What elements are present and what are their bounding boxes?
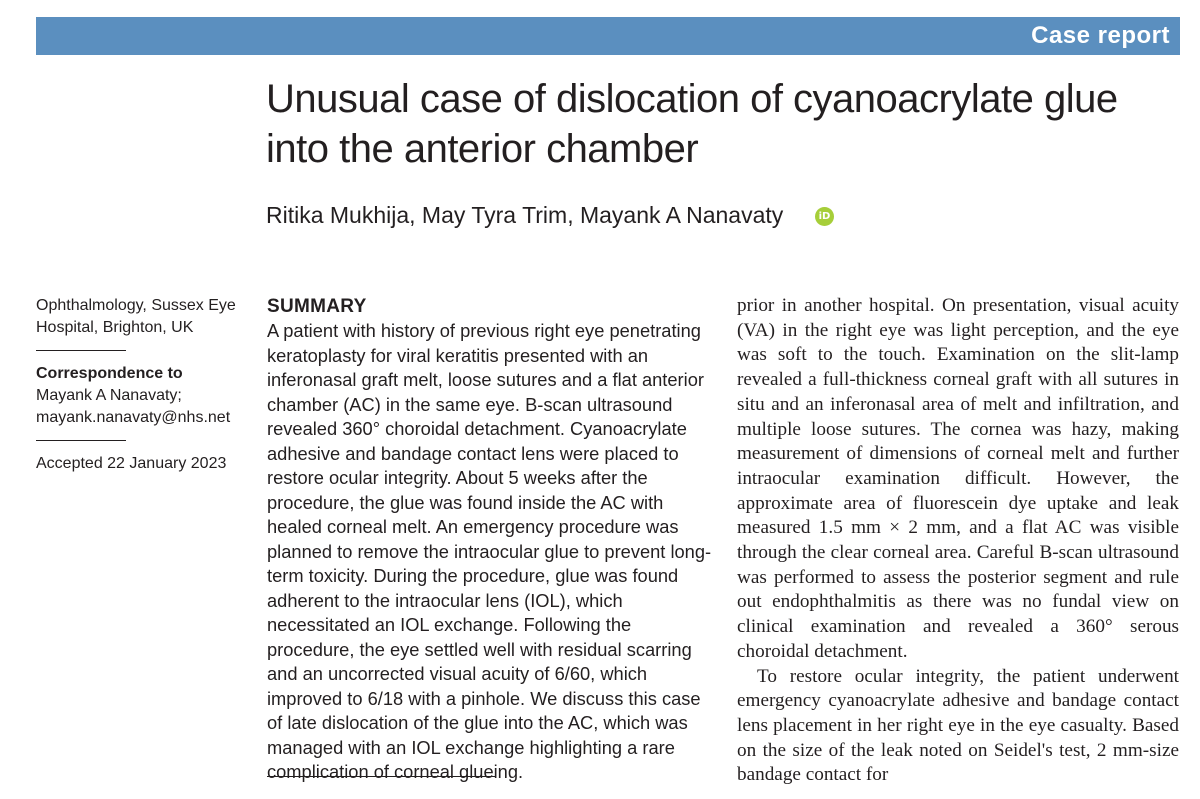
orcid-icon[interactable]: iD (815, 207, 834, 226)
body-column (737, 294, 1179, 788)
sidebar-divider (36, 350, 126, 351)
summary-body: A patient with history of previous right eye penetrating keratoplasty for viral keratitis presented with an inferonasal graft melt, loose sutures and a flat anterior chamber (AC) in the same eye. B-scan ultrasound revealed 360° choroidal detachment. Cyanoacrylate adhesive and bandage contact lens were placed to restore ocular integrity. About 5 weeks after the procedure, the glue was found inside the AC with healed corneal melt. An emergency procedure was planned to remove the intraocular glue to prevent long-term toxicity. During the procedure, glue was found adherent to the intraocular lens (IOL), which necessitated an IOL exchange. Following the procedure, the eye settled well with residual scarring and an uncorrected visual acuity of 6/60, which improved to 6/18 with a pinhole. We discuss this case of late dislocation of the glue into the AC, which was managed with an IOL exchange highlighting a rare complication of corneal glueing. (267, 320, 712, 782)
accepted-date: Accepted 22 January 2023 (36, 455, 227, 472)
author-list: Ritika Mukhija, May Tyra Trim, Mayank A Nanavaty (266, 202, 784, 228)
correspondence-heading: Correspondence to (36, 365, 183, 382)
article-sidebar (36, 295, 236, 475)
article-title: Unusual case of dislocation of cyanoacrylate glue into the anterior chamber (266, 77, 1118, 171)
section-banner (36, 17, 1180, 55)
summary-section (267, 295, 717, 785)
correspondence-name: Mayank A Nanavaty; (36, 387, 182, 404)
body-paragraph: To restore ocular integrity, the patient underwent emergency cyanoacrylate adhesive and bandage contact lens placement in her right eye in the eye casualty. Based on the size of the leak noted on Seidel's test, 2 mm-size bandage contact for (737, 665, 1179, 786)
correspondence-email[interactable]: mayank.nanavaty@nhs.net (36, 409, 231, 426)
summary-divider (267, 776, 496, 777)
body-paragraph: prior in another hospital. On presentation, visual acuity (VA) in the right eye was light perception, and the eye was soft to the touch. Examination on the slit-lamp revealed a full-thickness corneal graft with all sutures in situ and an inferonasal area of melt and infiltration, and multiple loose sutures. The cornea was hazy, making measurement of dimensions of corneal melt and further intraocular examination difficult. However, the approximate area of fluorescein dye uptake and leak measured 1.5 mm × 2 mm, and a flat AC was visible through the clear corneal area. Careful B-scan ultrasound was performed to assess the posterior segment and rule out endophthalmitis as there was no fundal view on clinical examination and revealed a 360° serous choroidal detachment. (737, 295, 1179, 662)
section-label: Case report (1031, 22, 1170, 49)
sidebar-divider (36, 440, 126, 441)
affiliation: Ophthalmology, Sussex Eye Hospital, Brighton, UK (36, 297, 236, 336)
summary-heading: SUMMARY (267, 296, 367, 317)
